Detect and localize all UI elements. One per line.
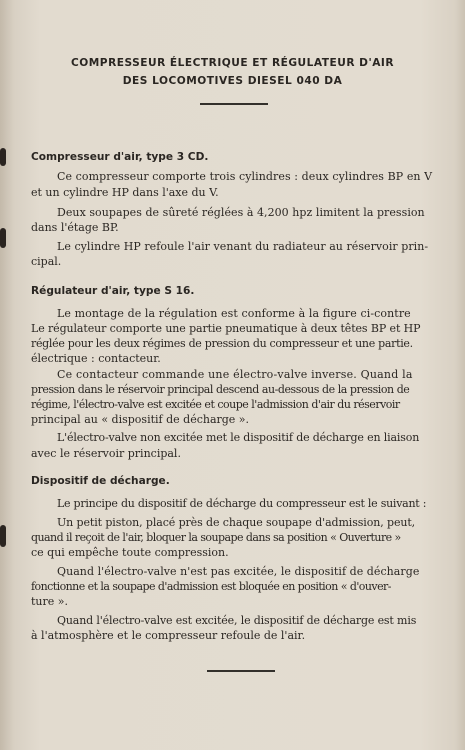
paragraph-line: Le régulateur comporte une partie pneumatique à deux têtes BP et HP	[31, 322, 421, 335]
paragraph-line: avec le réservoir principal.	[31, 447, 181, 460]
end-separator-rule	[207, 670, 275, 672]
paragraph-line: Deux soupapes de sûreté réglées à 4,200 hpz limitent la pression	[57, 206, 425, 219]
document-title-line-2: DES LOCOMOTIVES DIESEL 040 DA	[122, 75, 343, 87]
title-separator-rule	[200, 103, 268, 105]
paragraph-line: régime, l'électro-valve est excitée et coupe l'admission d'air du réservoir	[31, 398, 400, 411]
paragraph-line: fonctionne et la soupape d'admission est bloquée en position « d'ouver-	[31, 580, 391, 593]
paragraph-line: Un petit piston, placé près de chaque soupape d'admission, peut,	[57, 516, 416, 529]
document-title-line-1: COMPRESSEUR ÉLECTRIQUE ET RÉGULATEUR D'AIR	[70, 57, 395, 69]
paragraph-line: quand il reçoit de l'air, bloquer la soupape dans sa position « Ouverture »	[31, 531, 401, 544]
paragraph-line: Ce contacteur commande une électro-valve inverse. Quand la	[57, 368, 413, 381]
paragraph-line: Le cylindre HP refoule l'air venant du radiateur au réservoir prin-	[57, 240, 429, 253]
paragraph-line: ture ».	[31, 595, 68, 608]
binding-hole-mark	[0, 148, 6, 166]
section-heading-unloader: Dispositif de décharge.	[31, 475, 170, 487]
paragraph-line: Ce compresseur comporte trois cylindres : deux cylindres BP en V	[57, 170, 433, 183]
section-heading-regulator: Régulateur d'air, type S 16.	[31, 285, 195, 297]
section-heading-compressor: Compresseur d'air, type 3 CD.	[31, 151, 209, 163]
paragraph-line: électrique : contacteur.	[31, 352, 161, 365]
paragraph-line: à l'atmosphère et le compresseur refoule de l'air.	[31, 629, 306, 642]
paragraph-line: dans l'étage BP.	[31, 221, 119, 234]
paragraph-line: pression dans le réservoir principal descend au-dessous de la pression de	[31, 383, 410, 396]
paragraph-line: réglée pour les deux régimes de pression du compresseur et une partie.	[31, 337, 413, 350]
paragraph-line: cipal.	[31, 255, 62, 268]
binding-hole-mark	[0, 525, 6, 547]
paragraph-line: Le principe du dispositif de décharge du compresseur est le suivant :	[57, 497, 427, 510]
paragraph-line: Quand l'électro-valve n'est pas excitée, le dispositif de décharge	[57, 565, 420, 578]
paragraph-line: principal au « dispositif de décharge ».	[31, 413, 250, 426]
paragraph-line: et un cylindre HP dans l'axe du V.	[31, 186, 219, 199]
paragraph-line: ce qui empêche toute compression.	[31, 546, 229, 559]
paragraph-line: Le montage de la régulation est conforme à la figure ci-contre	[57, 307, 411, 320]
paragraph-line: L'électro-valve non excitée met le dispositif de décharge en liaison	[57, 431, 420, 444]
binding-hole-mark	[0, 228, 6, 248]
paragraph-line: Quand l'électro-valve est excitée, le dispositif de décharge est mis	[57, 614, 417, 627]
